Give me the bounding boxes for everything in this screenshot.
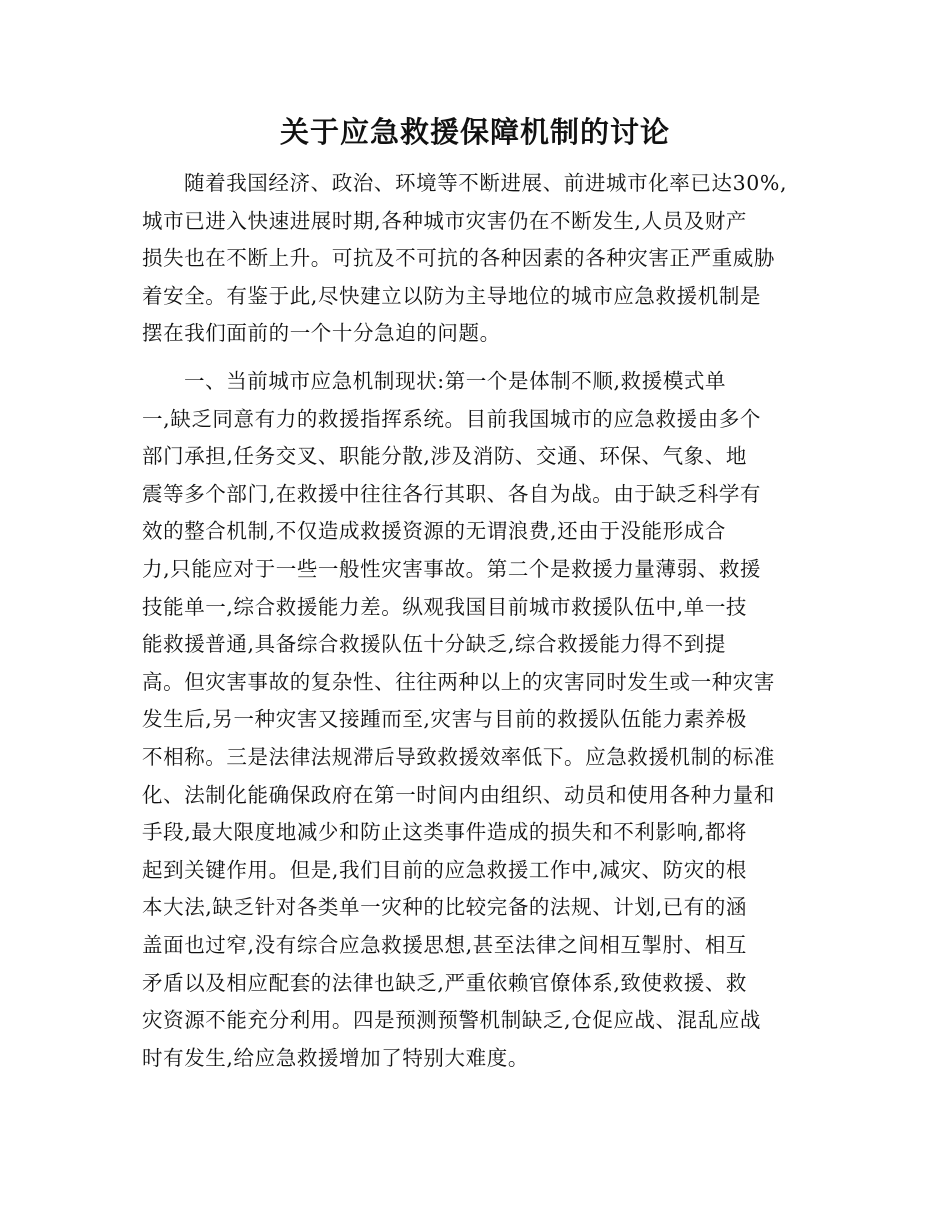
paragraph-line: 效的整合机制,不仅造成救援资源的无谓浪费,还由于没能形成合 xyxy=(142,519,726,544)
paragraph-line: 部门承担,任务交叉、职能分散,涉及消防、交通、环保、气象、地 xyxy=(142,444,748,469)
paragraph-line: 随着我国经济、政治、环境等不断进展、前进城市化率已达30%, xyxy=(184,171,788,195)
paragraph-line: 一,缺乏同意有力的救援指挥系统。目前我国城市的应急救援由多个 xyxy=(142,406,762,431)
paragraph-intro xyxy=(142,165,796,353)
paragraph-line: 能救援普通,具备综合救援队伍十分缺乏,综合救援能力得不到提 xyxy=(142,632,726,657)
paragraph-line: 不相称。三是法律法规滞后导致救援效率低下。应急救援机制的标准 xyxy=(142,744,775,769)
paragraph-line: 摆在我们面前的一个十分急迫的问题。 xyxy=(142,321,501,346)
paragraph-line: 矛盾以及相应配套的法律也缺乏,严重依赖官僚体系,致使救援、救 xyxy=(142,970,748,995)
paragraph-line: 时有发生,给应急救援增加了特别大难度。 xyxy=(142,1045,529,1070)
paragraph-line: 城市已进入快速进展时期,各种城市灾害仍在不断发生,人员及财产 xyxy=(142,208,748,233)
paragraph-line: 化、法制化能确保政府在第一时间内由组织、动员和使用各种力量和 xyxy=(142,782,775,807)
paragraph-line: 灾资源不能充分利用。四是预测预警机制缺乏,仓促应战、混乱应战 xyxy=(142,1008,762,1033)
paragraph-line: 高。但灾害事故的复杂性、往往两种以上的灾害同时发生或一种灾害 xyxy=(142,669,775,694)
paragraph-current-status xyxy=(142,363,796,1077)
paragraph-line: 损失也在不断上升。可抗及不可抗的各种因素的各种灾害正严重威胁 xyxy=(142,246,775,271)
document-title: 关于应急救援保障机制的讨论 xyxy=(279,115,670,149)
paragraph-line: 手段,最大限度地减少和防止这类事件造成的损失和不利影响,都将 xyxy=(142,820,748,845)
paragraph-line: 发生后,另一种灾害又接踵而至,灾害与目前的救援队伍能力素养极 xyxy=(142,707,748,732)
paragraph-line: 一、当前城市应急机制现状:第一个是体制不顺,救援模式单 xyxy=(184,369,727,393)
paragraph-line: 盖面也过窄,没有综合应急救援思想,甚至法律之间相互掣肘、相互 xyxy=(142,932,748,957)
paragraph-line: 力,只能应对于一些一般性灾害事故。第二个是救援力量薄弱、救援 xyxy=(142,556,762,581)
paragraph-line: 起到关键作用。但是,我们目前的应急救援工作中,减灾、防灾的根 xyxy=(142,857,748,882)
paragraph-line: 技能单一,综合救援能力差。纵观我国目前城市救援队伍中,单一技 xyxy=(142,594,748,619)
paragraph-line: 本大法,缺乏针对各类单一灾种的比较完备的法规、计划,已有的涵 xyxy=(142,895,748,920)
paragraph-line: 着安全。有鉴于此,尽快建立以防为主导地位的城市应急救援机制是 xyxy=(142,283,762,308)
paragraph-line: 震等多个部门,在救援中往往各行其职、各自为战。由于缺乏科学有 xyxy=(142,481,762,506)
